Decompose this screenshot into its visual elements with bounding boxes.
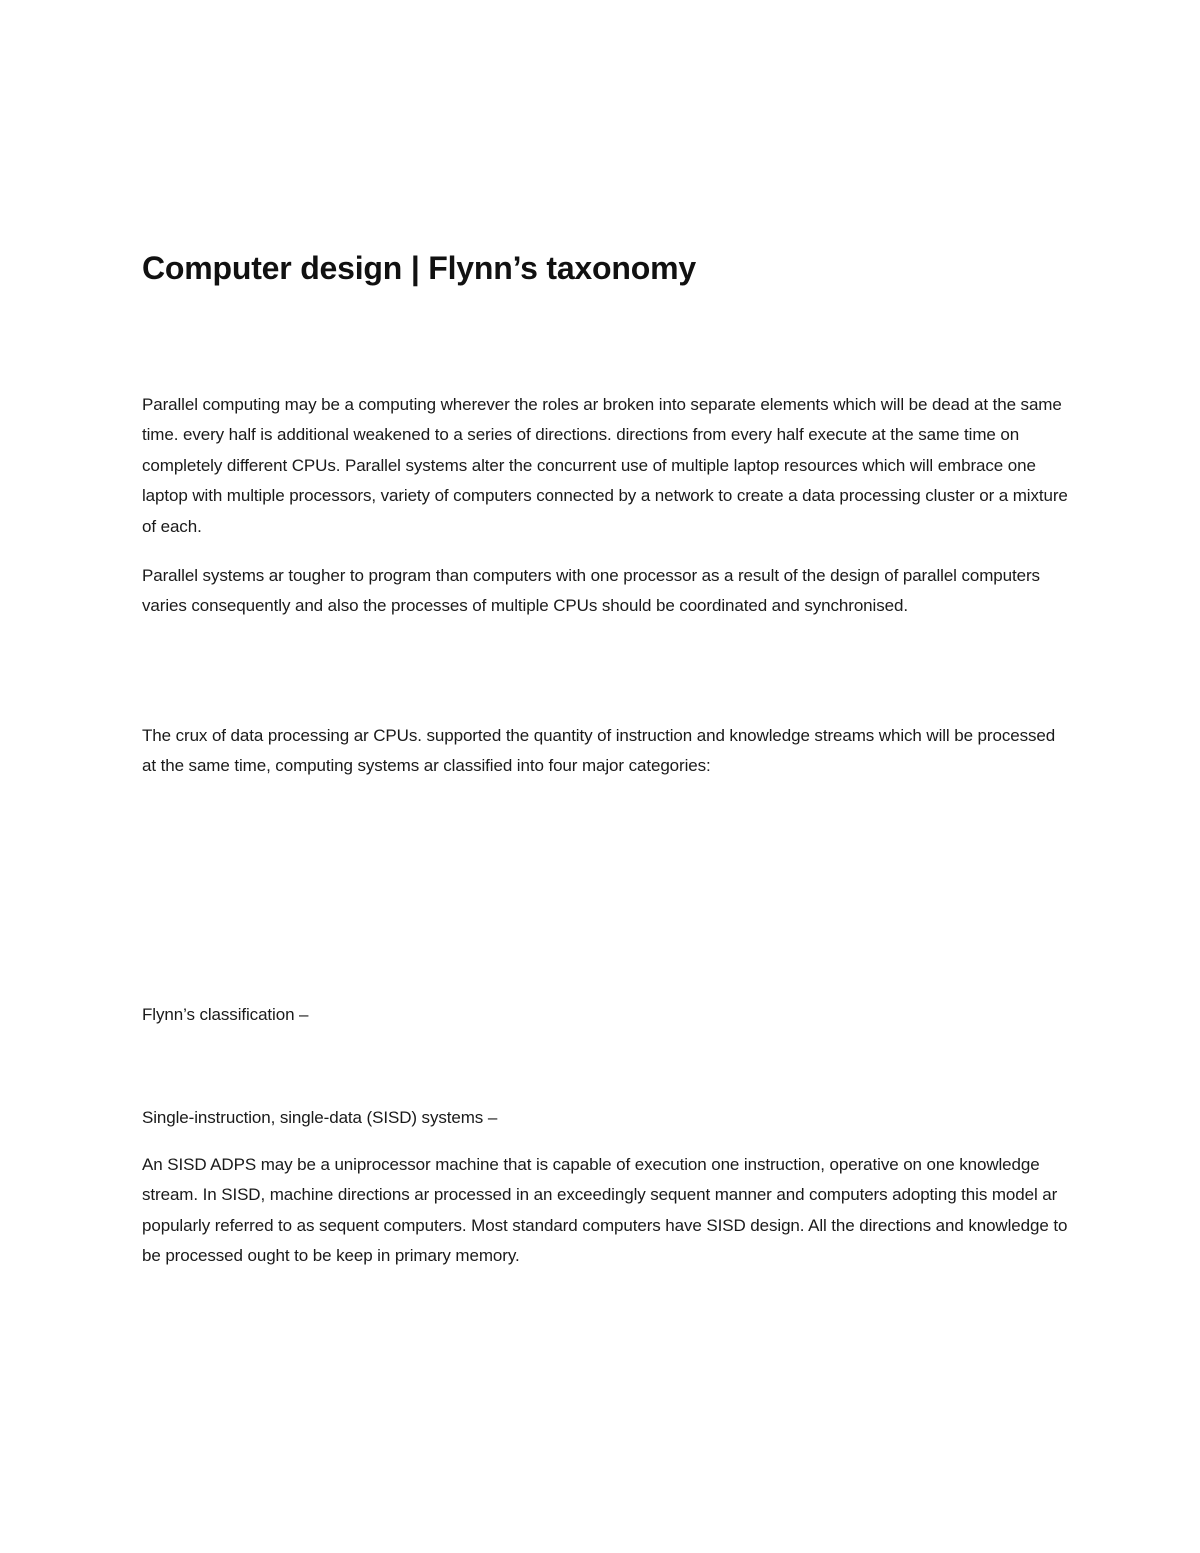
flynn-classification-heading: Flynn’s classification – <box>142 1005 309 1024</box>
crux-paragraph: The crux of data processing ar CPUs. supported the quantity of instruction and knowledge streams which will be processed at the same time, computing systems ar classified into four major categories: <box>142 726 1056 776</box>
difficulty-paragraph: Parallel systems ar tougher to program than computers with one processor as a result of the design of parallel computers varies consequently and also the processes of multiple CPUs should be coordinated and synchronised. <box>142 566 1040 616</box>
sisd-heading: Single-instruction, single-data (SISD) systems – <box>142 1108 498 1127</box>
page-title: Computer design | Flynn’s taxonomy <box>142 250 696 286</box>
sisd-paragraph: An SISD ADPS may be a uniprocessor machine that is capable of execution one instruction, operative on one knowledge stream. In SISD, machine directions ar processed in an exceedingly sequent manner and computers adopting this model ar popularly referred to as sequent computers. Most standard computers have SISD design. All the directions and knowledge to be processed ought to be keep in primary memory. <box>142 1155 1068 1266</box>
intro-paragraph: Parallel computing may be a computing wherever the roles ar broken into separate elements which will be dead at the same time. every half is additional weakened to a series of directions. directions from every half execute at the same time on completely different CPUs. Parallel systems alter the concurrent use of multiple laptop resources which will embrace one laptop with multiple processors, variety of computers connected by a network to create a data processing cluster or a mixture of each. <box>142 395 1068 536</box>
